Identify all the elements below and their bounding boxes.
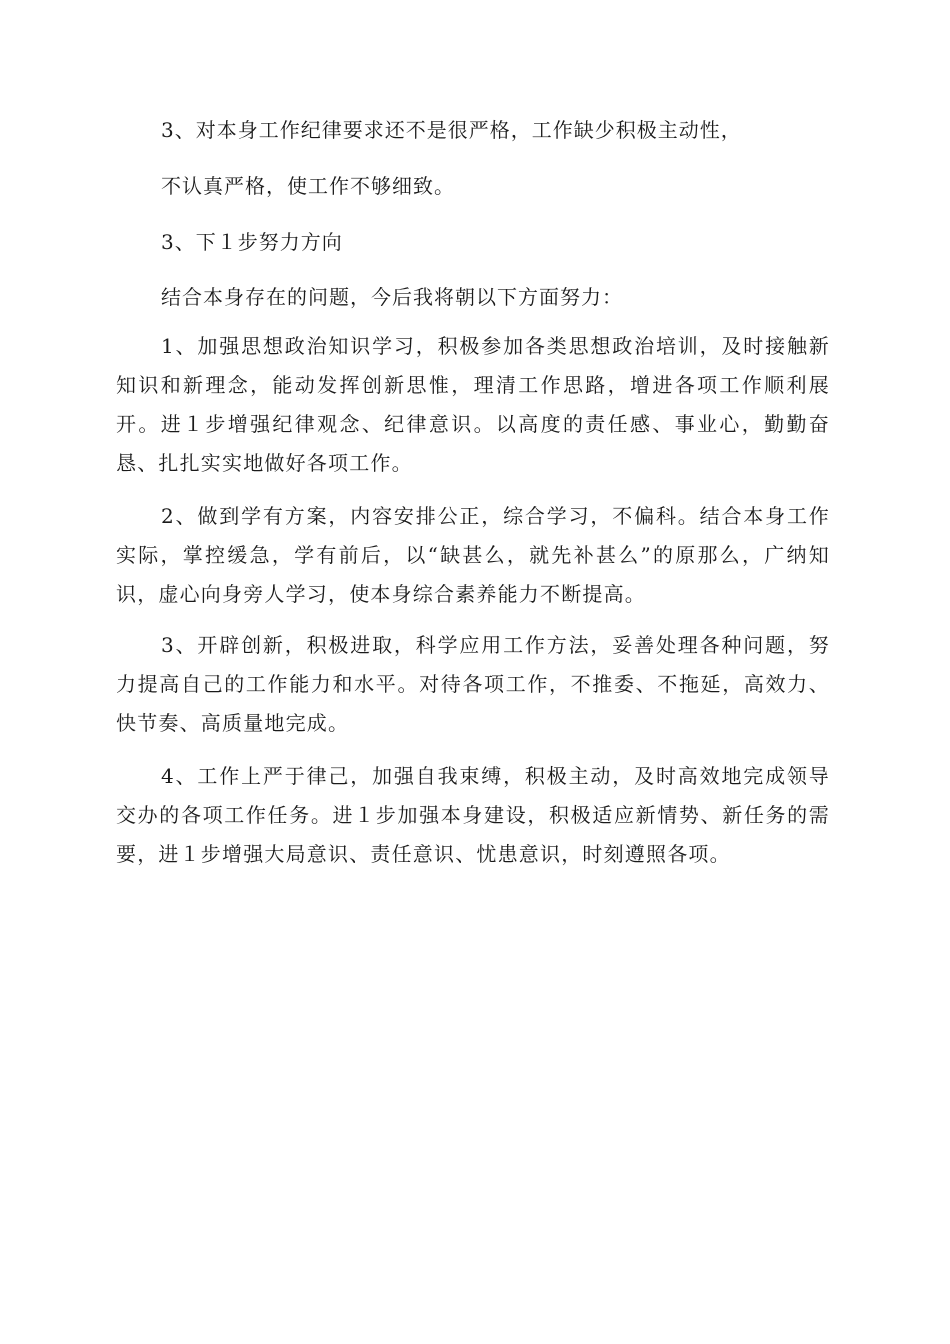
text-line-intro: 结合本身存在的问题，今后我将朝以下方面努力： (161, 285, 623, 309)
text-line-1: 3、对本身工作纪律要求还不是很严格，工作缺少积极主动性， (161, 118, 742, 142)
paragraph-4: 4、工作上严于律己，加强自我束缚，积极主动，及时高效地完成领导交办的各项工作任务。进１步加强本身建设，积极适应新情势、新任务的需要，进１步增强大局意识、责任意识、忧患意识，时刻遵照各项。 (116, 764, 830, 866)
paragraph-3: 3、开辟创新，积极进取，科学应用工作方法，妥善处理各种问题，努力提高自己的工作能力和水平。对待各项工作，不推委、不拖延，高效力、快节奏、高质量地完成。 (116, 633, 830, 735)
paragraph-1: 1、加强思想政治知识学习，积极参加各类思想政治培训，及时接触新知识和新理念，能动发挥创新思惟，理清工作思路，增进各项工作顺利展开。进１步增强纪律观念、纪律意识。以高度的责任感、事业心，勤勤奋恳、扎扎实实地做好各项工作。 (116, 334, 830, 475)
paragraph-2: 2、做到学有方案，内容安排公正，综合学习，不偏科。结合本身工作实际，掌控缓急，学有前后，以“缺甚么，就先补甚么”的原那么，广纳知识，虚心向身旁人学习，使本身综合素养能力不断提高。 (116, 504, 830, 606)
section-heading: 3、下１步努力方向 (161, 230, 343, 254)
text-line-2: 不认真严格，使工作不够细致。 (161, 174, 455, 198)
